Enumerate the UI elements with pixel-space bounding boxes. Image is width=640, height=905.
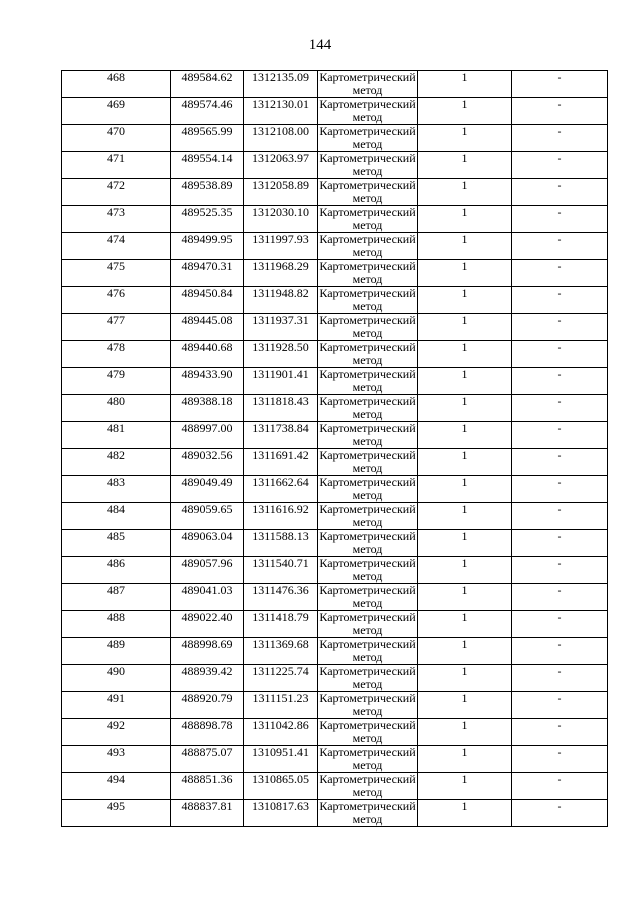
x-coordinate-cell: 488998.69 <box>171 638 244 665</box>
x-coordinate-cell: 489041.03 <box>171 584 244 611</box>
table-row <box>62 314 608 341</box>
method-cell: Картометрический метод <box>319 70 416 97</box>
table-body <box>62 71 608 827</box>
description-cell: - <box>512 395 608 422</box>
y-coordinate-cell: 1312108.00 <box>244 125 318 152</box>
description-cell: - <box>512 422 608 449</box>
y-coordinate-cell: 1310951.41 <box>244 746 318 773</box>
method-cell: Картометрический метод <box>319 421 416 448</box>
point-number-cell: 469 <box>62 98 171 125</box>
method-cell: Картометрический метод <box>319 583 416 610</box>
y-coordinate-cell: 1312063.97 <box>244 152 318 179</box>
y-coordinate-cell: 1311818.43 <box>244 395 318 422</box>
point-number-cell: 477 <box>62 314 171 341</box>
method-cell: Картометрический метод <box>319 556 416 583</box>
table-row <box>62 422 608 449</box>
method-cell: Картометрический метод <box>319 772 416 799</box>
method-cell: Картометрический метод <box>319 313 416 340</box>
table-row <box>62 206 608 233</box>
description-cell: - <box>512 179 608 206</box>
y-coordinate-cell: 1311997.93 <box>244 233 318 260</box>
x-coordinate-cell: 488939.42 <box>171 665 244 692</box>
point-number-cell: 472 <box>62 179 171 206</box>
table-row <box>62 665 608 692</box>
point-number-cell: 482 <box>62 449 171 476</box>
description-cell: - <box>512 503 608 530</box>
x-coordinate-cell: 489032.56 <box>171 449 244 476</box>
y-coordinate-cell: 1311901.41 <box>244 368 318 395</box>
point-number-cell: 495 <box>62 800 171 827</box>
method-cell: Картометрический метод <box>319 475 416 502</box>
x-coordinate-cell: 489388.18 <box>171 395 244 422</box>
y-coordinate-cell: 1311738.84 <box>244 422 318 449</box>
method-cell: Картометрический метод <box>319 610 416 637</box>
method-cell: Картометрический метод <box>319 448 416 475</box>
y-coordinate-cell: 1312030.10 <box>244 206 318 233</box>
method-cell: Картометрический метод <box>319 151 416 178</box>
x-coordinate-cell: 489574.46 <box>171 98 244 125</box>
description-cell: - <box>512 773 608 800</box>
point-number-cell: 493 <box>62 746 171 773</box>
accuracy-cell: 1 <box>418 692 512 719</box>
table-row <box>62 692 608 719</box>
description-cell: - <box>512 800 608 827</box>
description-cell: - <box>512 314 608 341</box>
description-cell: - <box>512 449 608 476</box>
method-cell: Картометрический метод <box>319 286 416 313</box>
table-row <box>62 611 608 638</box>
description-cell: - <box>512 287 608 314</box>
accuracy-cell: 1 <box>418 341 512 368</box>
x-coordinate-cell: 489450.84 <box>171 287 244 314</box>
y-coordinate-cell: 1311662.64 <box>244 476 318 503</box>
description-cell: - <box>512 476 608 503</box>
description-cell: - <box>512 557 608 584</box>
point-number-cell: 486 <box>62 557 171 584</box>
accuracy-cell: 1 <box>418 503 512 530</box>
x-coordinate-cell: 489554.14 <box>171 152 244 179</box>
method-cell: Картометрический метод <box>319 232 416 259</box>
accuracy-cell: 1 <box>418 287 512 314</box>
description-cell: - <box>512 233 608 260</box>
x-coordinate-cell: 489022.40 <box>171 611 244 638</box>
table-row <box>62 719 608 746</box>
accuracy-cell: 1 <box>418 152 512 179</box>
x-coordinate-cell: 489059.65 <box>171 503 244 530</box>
x-coordinate-cell: 488920.79 <box>171 692 244 719</box>
x-coordinate-cell: 489063.04 <box>171 530 244 557</box>
point-number-cell: 481 <box>62 422 171 449</box>
table-row <box>62 125 608 152</box>
method-cell: Картометрический метод <box>319 637 416 664</box>
y-coordinate-cell: 1312058.89 <box>244 179 318 206</box>
x-coordinate-cell: 488851.36 <box>171 773 244 800</box>
y-coordinate-cell: 1311948.82 <box>244 287 318 314</box>
point-number-cell: 470 <box>62 125 171 152</box>
x-coordinate-cell: 489538.89 <box>171 179 244 206</box>
x-coordinate-cell: 489499.95 <box>171 233 244 260</box>
method-cell: Картометрический метод <box>319 394 416 421</box>
point-number-cell: 471 <box>62 152 171 179</box>
accuracy-cell: 1 <box>418 800 512 827</box>
description-cell: - <box>512 665 608 692</box>
description-cell: - <box>512 611 608 638</box>
accuracy-cell: 1 <box>418 395 512 422</box>
point-number-cell: 480 <box>62 395 171 422</box>
accuracy-cell: 1 <box>418 422 512 449</box>
x-coordinate-cell: 489584.62 <box>171 71 244 98</box>
description-cell: - <box>512 368 608 395</box>
method-cell: Картометрический метод <box>319 691 416 718</box>
method-cell: Картометрический метод <box>319 799 416 826</box>
point-number-cell: 468 <box>62 71 171 98</box>
x-coordinate-cell: 488875.07 <box>171 746 244 773</box>
x-coordinate-cell: 489440.68 <box>171 341 244 368</box>
accuracy-cell: 1 <box>418 665 512 692</box>
x-coordinate-cell: 489049.49 <box>171 476 244 503</box>
y-coordinate-cell: 1311476.36 <box>244 584 318 611</box>
y-coordinate-cell: 1312135.09 <box>244 71 318 98</box>
method-cell: Картометрический метод <box>319 205 416 232</box>
y-coordinate-cell: 1311540.71 <box>244 557 318 584</box>
method-cell: Картометрический метод <box>319 718 416 745</box>
table-row <box>62 341 608 368</box>
point-number-cell: 488 <box>62 611 171 638</box>
table-row <box>62 584 608 611</box>
description-cell: - <box>512 71 608 98</box>
point-number-cell: 490 <box>62 665 171 692</box>
accuracy-cell: 1 <box>418 98 512 125</box>
method-cell: Картометрический метод <box>319 97 416 124</box>
point-number-cell: 475 <box>62 260 171 287</box>
table-row <box>62 503 608 530</box>
accuracy-cell: 1 <box>418 260 512 287</box>
table-row <box>62 179 608 206</box>
x-coordinate-cell: 488837.81 <box>171 800 244 827</box>
y-coordinate-cell: 1311588.13 <box>244 530 318 557</box>
method-cell: Картометрический метод <box>319 745 416 772</box>
y-coordinate-cell: 1311928.50 <box>244 341 318 368</box>
table-row <box>62 260 608 287</box>
accuracy-cell: 1 <box>418 476 512 503</box>
x-coordinate-cell: 489470.31 <box>171 260 244 287</box>
y-coordinate-cell: 1311042.86 <box>244 719 318 746</box>
point-number-cell: 489 <box>62 638 171 665</box>
coordinates-table <box>61 70 608 827</box>
y-coordinate-cell: 1311418.79 <box>244 611 318 638</box>
description-cell: - <box>512 746 608 773</box>
page-number: 144 <box>308 37 332 53</box>
y-coordinate-cell: 1311225.74 <box>244 665 318 692</box>
description-cell: - <box>512 152 608 179</box>
table-row <box>62 152 608 179</box>
point-number-cell: 483 <box>62 476 171 503</box>
accuracy-cell: 1 <box>418 638 512 665</box>
accuracy-cell: 1 <box>418 557 512 584</box>
table-row <box>62 746 608 773</box>
table-row <box>62 395 608 422</box>
table-row <box>62 530 608 557</box>
method-cell: Картометрический метод <box>319 664 416 691</box>
point-number-cell: 494 <box>62 773 171 800</box>
table-row <box>62 476 608 503</box>
point-number-cell: 492 <box>62 719 171 746</box>
accuracy-cell: 1 <box>418 368 512 395</box>
description-cell: - <box>512 125 608 152</box>
description-cell: - <box>512 584 608 611</box>
description-cell: - <box>512 98 608 125</box>
accuracy-cell: 1 <box>418 584 512 611</box>
method-cell: Картометрический метод <box>319 259 416 286</box>
accuracy-cell: 1 <box>418 314 512 341</box>
description-cell: - <box>512 692 608 719</box>
point-number-cell: 476 <box>62 287 171 314</box>
point-number-cell: 485 <box>62 530 171 557</box>
accuracy-cell: 1 <box>418 719 512 746</box>
accuracy-cell: 1 <box>418 746 512 773</box>
x-coordinate-cell: 488898.78 <box>171 719 244 746</box>
accuracy-cell: 1 <box>418 71 512 98</box>
method-cell: Картометрический метод <box>319 340 416 367</box>
y-coordinate-cell: 1310865.05 <box>244 773 318 800</box>
method-cell: Картометрический метод <box>319 367 416 394</box>
table-row <box>62 233 608 260</box>
y-coordinate-cell: 1310817.63 <box>244 800 318 827</box>
table-row <box>62 557 608 584</box>
y-coordinate-cell: 1312130.01 <box>244 98 318 125</box>
description-cell: - <box>512 638 608 665</box>
description-cell: - <box>512 530 608 557</box>
description-cell: - <box>512 341 608 368</box>
x-coordinate-cell: 489057.96 <box>171 557 244 584</box>
point-number-cell: 478 <box>62 341 171 368</box>
accuracy-cell: 1 <box>418 233 512 260</box>
table-row <box>62 800 608 827</box>
point-number-cell: 474 <box>62 233 171 260</box>
accuracy-cell: 1 <box>418 611 512 638</box>
table-row <box>62 98 608 125</box>
accuracy-cell: 1 <box>418 530 512 557</box>
table-row <box>62 449 608 476</box>
method-cell: Картометрический метод <box>319 502 416 529</box>
point-number-cell: 487 <box>62 584 171 611</box>
table-row <box>62 71 608 98</box>
table-row <box>62 773 608 800</box>
point-number-cell: 484 <box>62 503 171 530</box>
x-coordinate-cell: 489433.90 <box>171 368 244 395</box>
x-coordinate-cell: 488997.00 <box>171 422 244 449</box>
table-row <box>62 368 608 395</box>
method-cell: Картометрический метод <box>319 178 416 205</box>
y-coordinate-cell: 1311691.42 <box>244 449 318 476</box>
x-coordinate-cell: 489445.08 <box>171 314 244 341</box>
method-cell: Картометрический метод <box>319 529 416 556</box>
y-coordinate-cell: 1311151.23 <box>244 692 318 719</box>
accuracy-cell: 1 <box>418 125 512 152</box>
method-cell: Картометрический метод <box>319 124 416 151</box>
accuracy-cell: 1 <box>418 206 512 233</box>
point-number-cell: 479 <box>62 368 171 395</box>
table-row <box>62 638 608 665</box>
x-coordinate-cell: 489525.35 <box>171 206 244 233</box>
y-coordinate-cell: 1311937.31 <box>244 314 318 341</box>
description-cell: - <box>512 719 608 746</box>
y-coordinate-cell: 1311369.68 <box>244 638 318 665</box>
point-number-cell: 491 <box>62 692 171 719</box>
description-cell: - <box>512 206 608 233</box>
accuracy-cell: 1 <box>418 179 512 206</box>
table-row <box>62 287 608 314</box>
x-coordinate-cell: 489565.99 <box>171 125 244 152</box>
point-number-cell: 473 <box>62 206 171 233</box>
accuracy-cell: 1 <box>418 773 512 800</box>
description-cell: - <box>512 260 608 287</box>
y-coordinate-cell: 1311968.29 <box>244 260 318 287</box>
y-coordinate-cell: 1311616.92 <box>244 503 318 530</box>
accuracy-cell: 1 <box>418 449 512 476</box>
